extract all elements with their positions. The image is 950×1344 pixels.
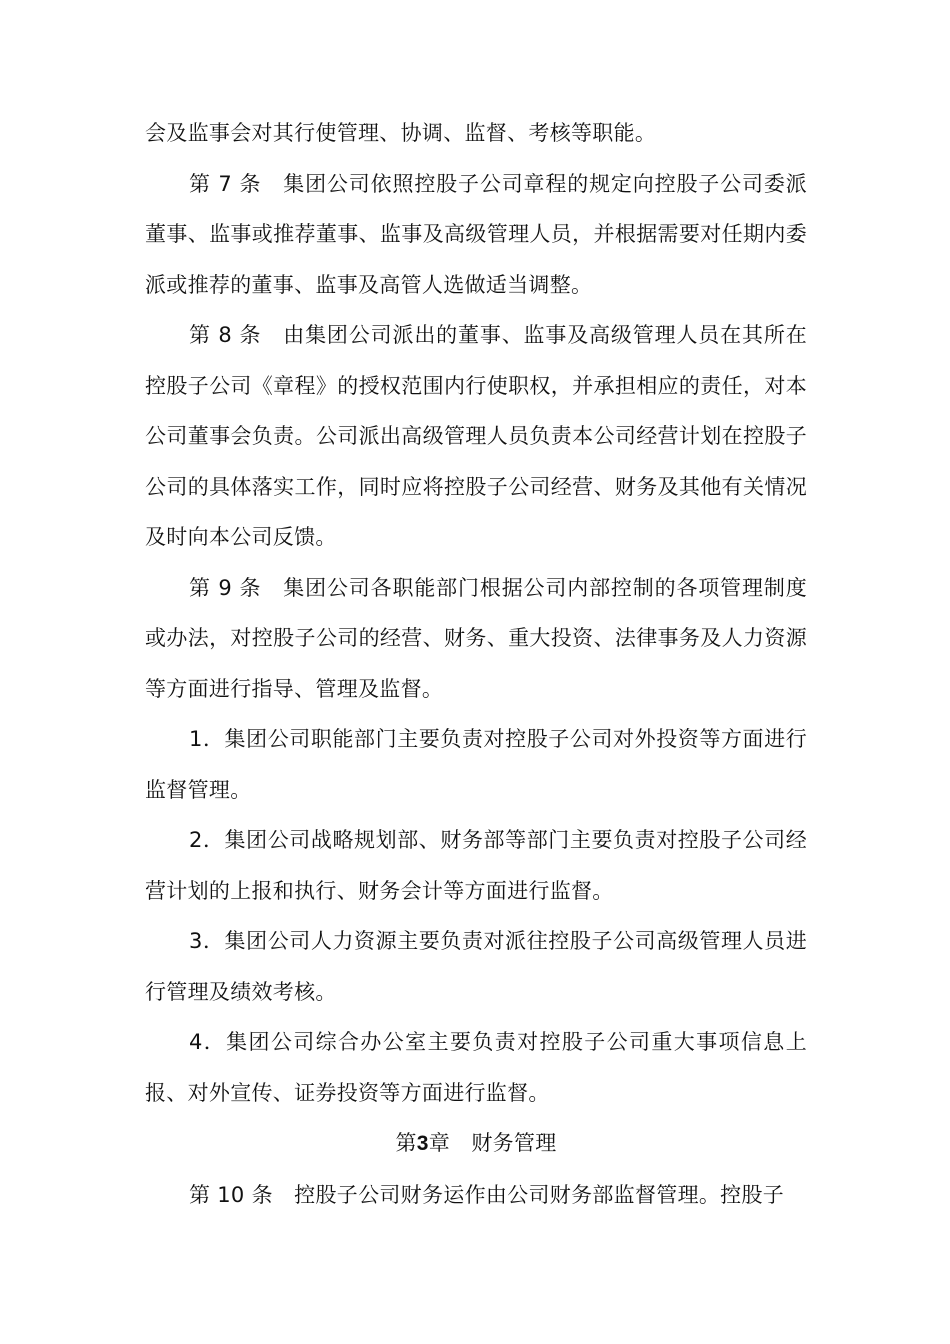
chapter-heading-number: 3 — [416, 1132, 429, 1155]
article-8: 第 8 条 由集团公司派出的董事、监事及高级管理人员在其所在控股子公司《章程》的授权范围内行使职权，并承担相应的责任，对本公司董事会负责。公司派出高级管理人员负责本公司经营计划在控股子公司的具体落实工作，同时应将控股子公司经营、财务及其他有关情况及时向本公司反馈。 — [145, 323, 807, 549]
list-item-4: 4．集团公司综合办公室主要负责对控股子公司重大事项信息上报、对外宣传、证券投资等方面进行监督。 — [145, 1030, 807, 1105]
paragraph-1: 会及监事会对其行使管理、协调、监督、考核等职能。 — [145, 121, 657, 145]
chapter-heading — [145, 1118, 807, 1170]
list-item-1: 1．集团公司职能部门主要负责对控股子公司对外投资等方面进行监督管理。 — [145, 727, 807, 802]
article-9: 第 9 条 集团公司各职能部门根据公司内部控制的各项管理制度或办法，对控股子公司的经营、财务、重大投资、法律事务及人力资源等方面进行指导、管理及监督。 — [145, 575, 807, 701]
article-10: 第 10 条 控股子公司财务运作由公司财务部监督管理。控股子 — [189, 1182, 785, 1207]
chapter-heading-suffix: 章 财务管理 — [428, 1131, 557, 1155]
document-body — [145, 108, 807, 1220]
list-item-3: 3．集团公司人力资源主要负责对派往控股子公司高级管理人员进行管理及绩效考核。 — [145, 929, 807, 1004]
chapter-heading-prefix: 第 — [395, 1131, 417, 1155]
article-7: 第 7 条 集团公司依照控股子公司章程的规定向控股子公司委派董事、监事或推荐董事、监事及高级管理人员，并根据需要对任期内委派或推荐的董事、监事及高管人选做适当调整。 — [145, 171, 807, 297]
list-item-2: 2．集团公司战略规划部、财务部等部门主要负责对控股子公司经营计划的上报和执行、财务会计等方面进行监督。 — [145, 828, 807, 903]
